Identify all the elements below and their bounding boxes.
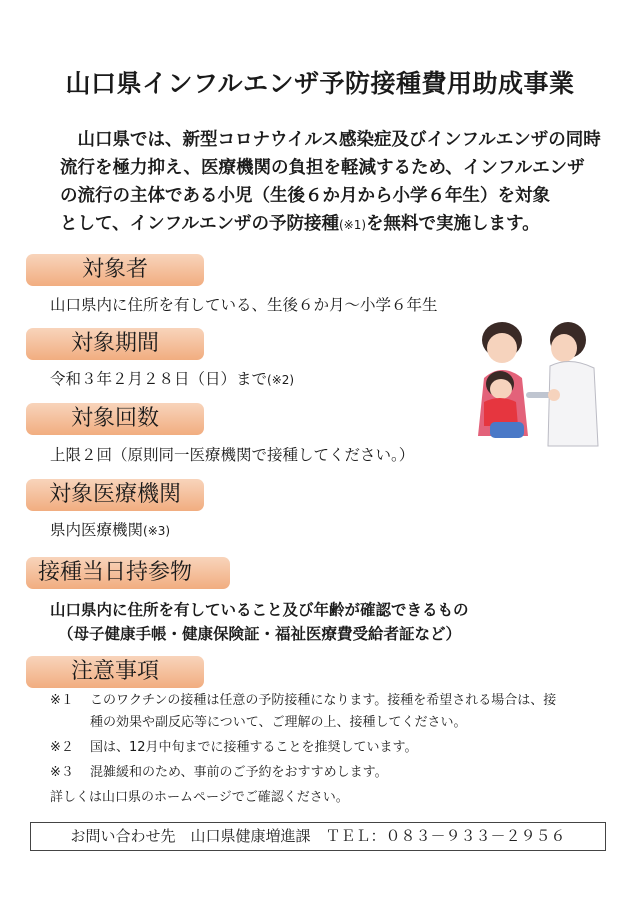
note-mark: ※３	[50, 765, 74, 780]
note-mark: ※１	[50, 693, 74, 708]
heading-facility: 対象医療機関	[26, 479, 204, 511]
target-text: 山口県内に住所を有している、生後６か月～小学６年生	[50, 296, 438, 314]
bring-line: （母子健康手帳・健康保険証・福祉医療費受給者証など）	[58, 625, 462, 643]
count-text: 上限２回（原則同一医療機関で接種してください。）	[50, 446, 415, 464]
page-title: 山口県インフルエンザ予防接種費用助成事業	[65, 69, 575, 98]
intro-line-part: を無料で実施します。	[366, 214, 540, 234]
heading-bring: 接種当日持参物	[26, 557, 230, 589]
details-text: 詳しくは山口県のホームページでご確認ください。	[50, 790, 349, 805]
intro-line: 流行を極力抑え、医療機関の負担を軽減するため、インフルエンザ	[60, 158, 585, 178]
note-ref: (※2)	[267, 373, 295, 387]
intro-line: の流行の主体である小児（生後６か月から小学６年生）を対象	[60, 186, 550, 206]
note-line: 混雑緩和のため、事前のご予約をおすすめします。	[90, 765, 388, 780]
heading-count: 対象回数	[26, 403, 204, 435]
note-ref: (※1)	[338, 218, 367, 232]
intro-paragraph	[60, 126, 600, 239]
intro-line-part: として、インフルエンザの予防接種	[60, 214, 339, 234]
intro-line: 山口県では、新型コロナウイルス感染症及びインフルエンザの同時	[60, 130, 601, 150]
note-item	[50, 762, 615, 784]
note-item	[50, 690, 615, 734]
vaccination-illustration	[470, 318, 610, 448]
contact-footer: お問い合わせ先 山口県健康増進課 ＴＥＬ：０８３－９３３－２９５６	[30, 822, 606, 851]
notes-list	[50, 690, 615, 809]
note-mark: ※２	[50, 740, 74, 755]
facility-value: 県内医療機関	[50, 521, 144, 539]
note-item	[50, 737, 615, 759]
period-text	[50, 367, 294, 389]
note-line: このワクチンの接種は任意の予防接種になります。接種を希望される場合は、接	[90, 693, 557, 708]
note-line: 国は、12月中旬までに接種することを推奨しています。	[90, 740, 418, 755]
heading-target: 対象者	[26, 254, 204, 286]
period-value: 令和３年２月２８日（日）まで	[50, 370, 268, 388]
bring-line: 山口県内に住所を有していること及び年齢が確認できるもの	[50, 601, 469, 619]
heading-notes: 注意事項	[26, 656, 204, 688]
facility-text	[50, 518, 170, 540]
note-ref: (※3)	[143, 524, 171, 538]
heading-period: 対象期間	[26, 328, 204, 360]
intro-line	[60, 210, 600, 239]
note-line: 種の効果や副反応等について、ご理解の上、接種してください。	[90, 715, 467, 730]
